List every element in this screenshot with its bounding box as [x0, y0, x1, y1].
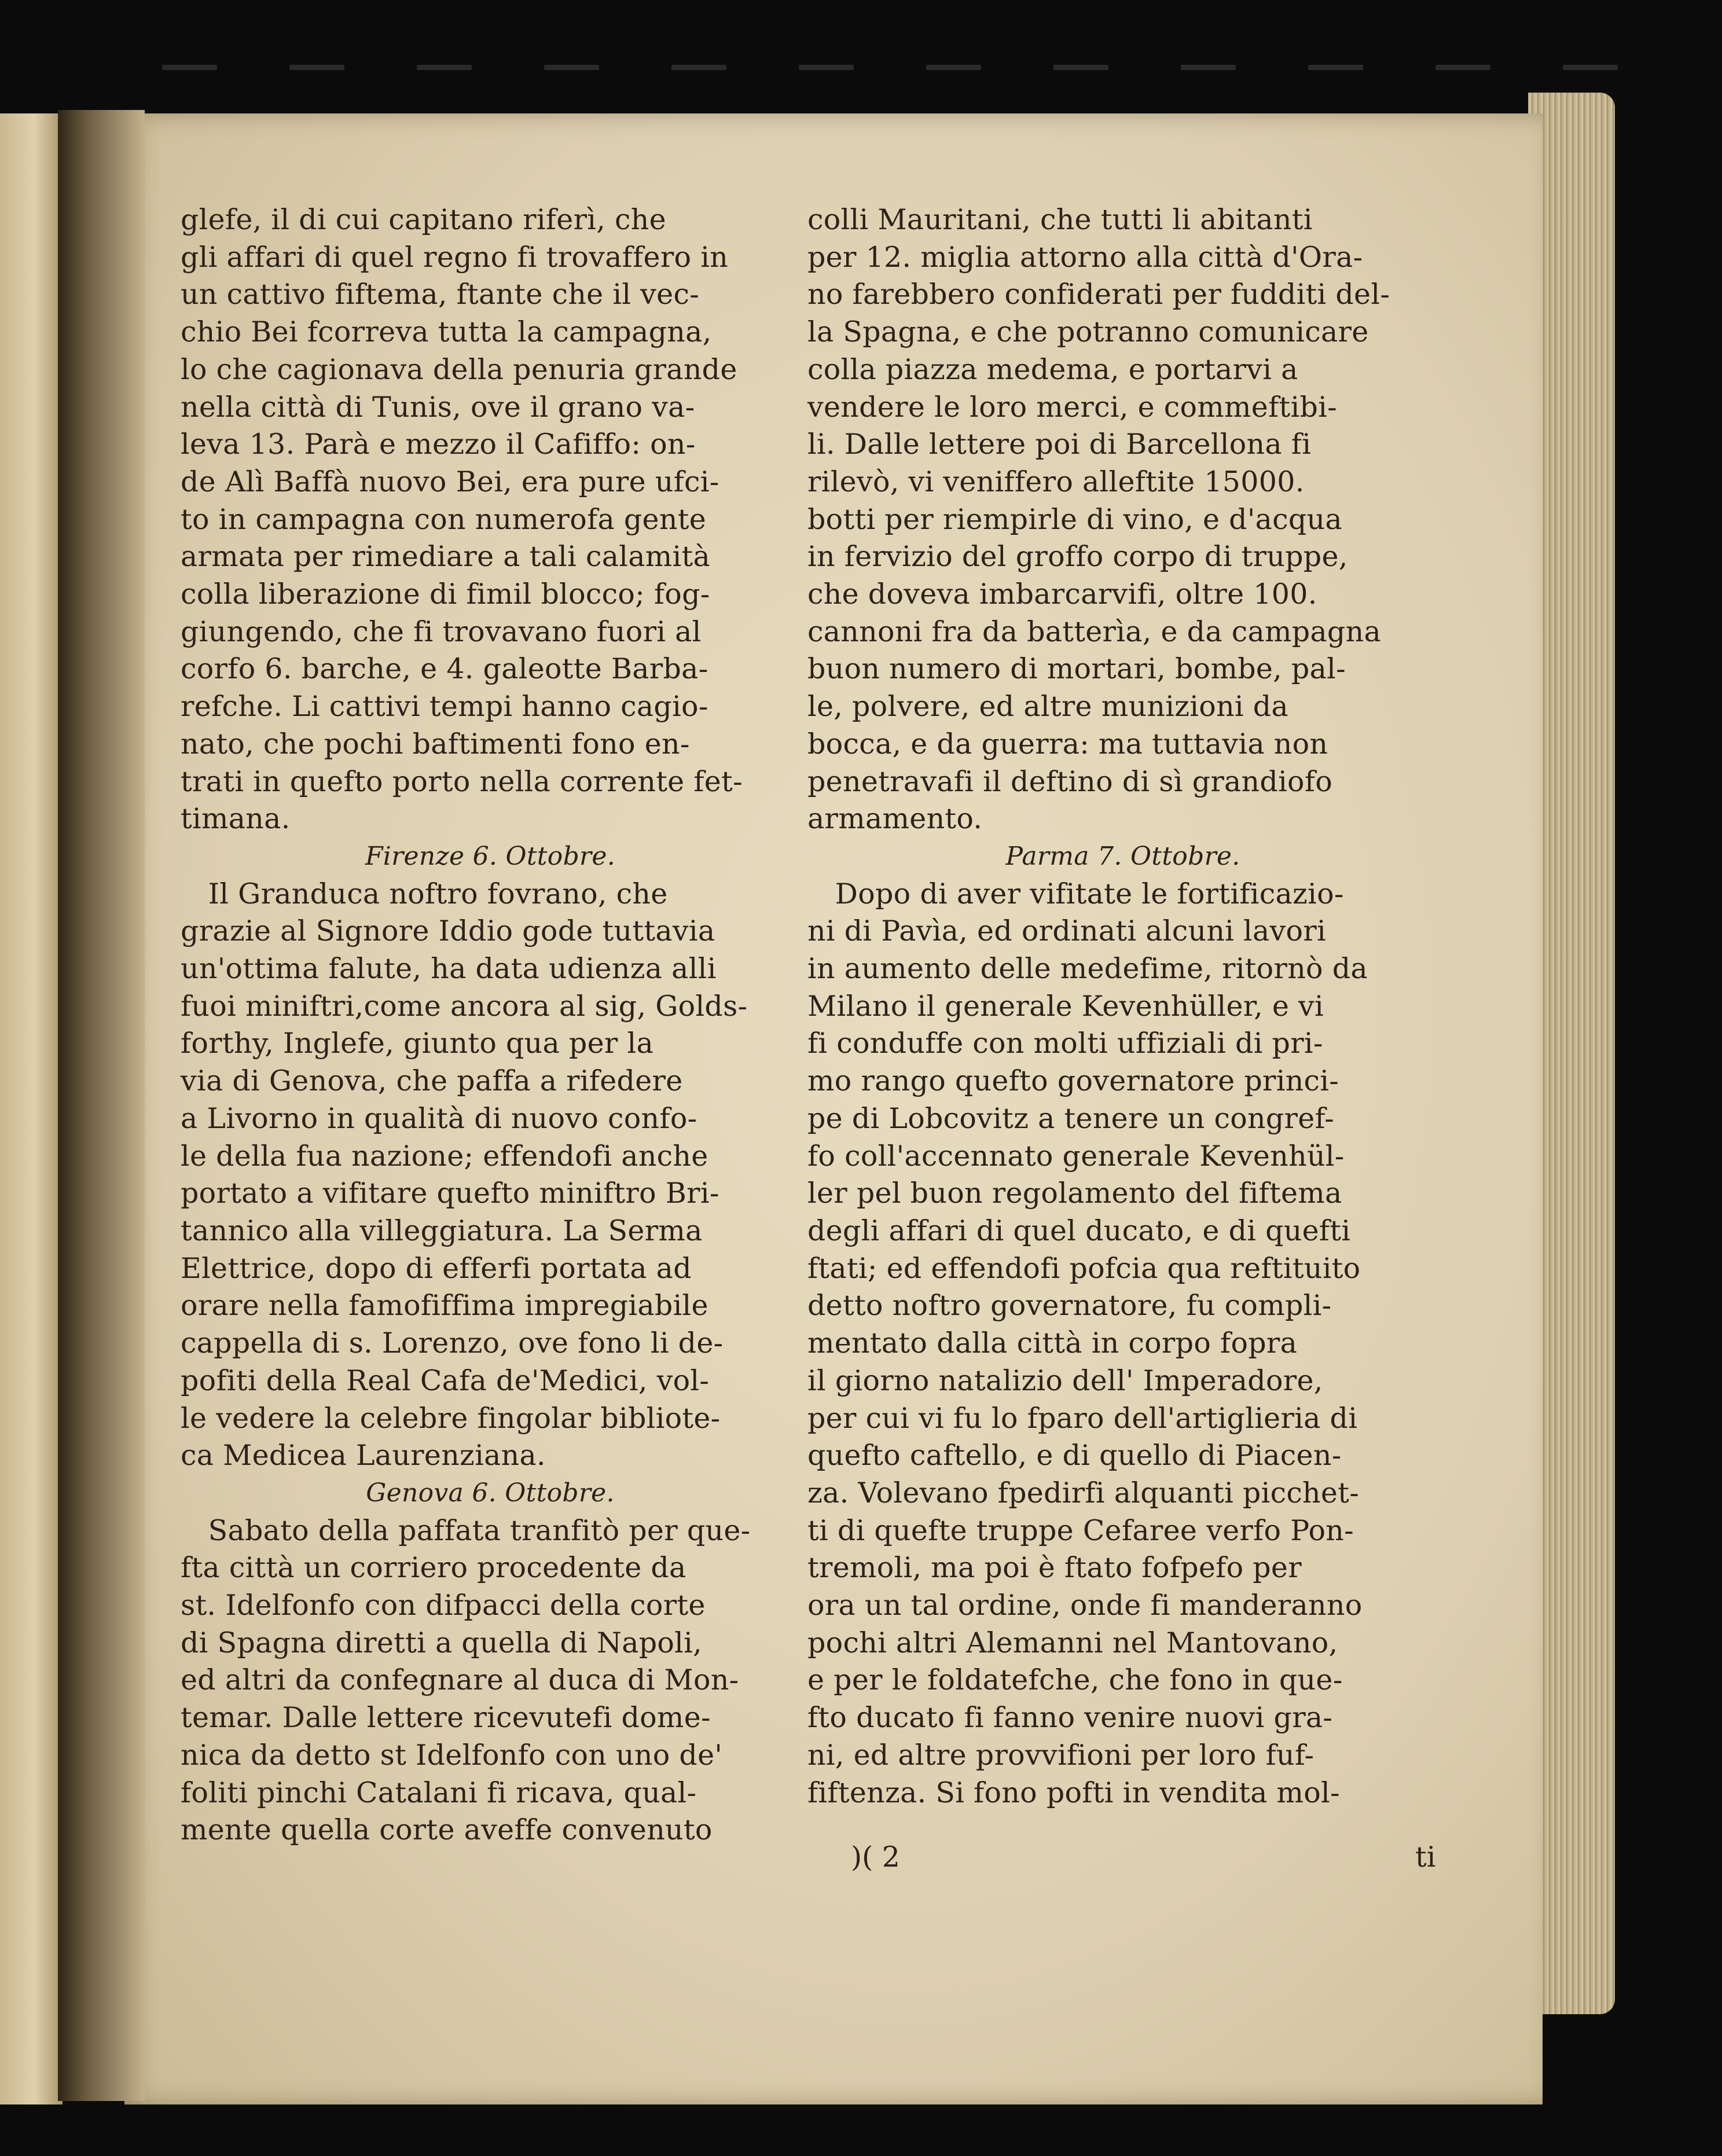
text-line: buon numero di mortari, bombe, pal-	[807, 652, 1346, 686]
text-line: portato a vifitare quefto miniftro Bri-	[181, 1177, 719, 1210]
text-line: quefto caftello, e di quello di Piacen-	[807, 1439, 1342, 1472]
text-line: trati in quefto porto nella corrente fet-	[181, 765, 743, 798]
text-line: tremoli, ma poi è ftato fofpefo per	[807, 1551, 1302, 1585]
text-line: armata per rimediare a tali calamità	[181, 540, 710, 574]
text-line: st. Idelfonfo con difpacci della corte	[181, 1589, 706, 1622]
text-line: ftati; ed effendofi pofcia qua reftituito	[807, 1251, 1361, 1285]
text-line: glefe, il di cui capitano riferì, che	[181, 203, 666, 236]
text-line: li. Dalle lettere poi di Barcellona fi	[807, 428, 1312, 461]
text-line: in aumento delle medefime, ritornò da	[807, 952, 1368, 986]
text-line: Elettrice, dopo di efferfi portata ad	[181, 1251, 692, 1285]
text-line: ni, ed altre provvifioni per loro fuf-	[807, 1738, 1315, 1772]
text-line: bocca, e da guerra: ma tuttavia non	[807, 727, 1328, 761]
facing-page-edge	[0, 113, 63, 2104]
text-line: tannico alla villeggiatura. La Serma	[181, 1214, 703, 1247]
text-line: Milano il generale Kevenhüller, e vi	[807, 989, 1324, 1023]
text-line: colli Mauritani, che tutti li abitanti	[807, 203, 1313, 236]
text-line: de Alì Baffà nuovo Bei, era pure ufci-	[181, 465, 719, 498]
text-line: ed altri da confegnare al duca di Mon-	[181, 1663, 739, 1697]
text-line: orare nella famofiffima impregiabile	[181, 1289, 708, 1323]
text-line: colla liberazione di fimil blocco; fog-	[181, 578, 710, 611]
text-line: gli affari di quel regno fi trovaffero in	[181, 240, 729, 274]
catchword: ti	[1415, 1841, 1436, 1874]
text-line: foliti pinchi Catalani fi ricava, qual-	[181, 1776, 697, 1809]
text-line: pochi altri Alemanni nel Mantovano,	[807, 1626, 1338, 1659]
text-line: fta città un corriero procedente da	[181, 1551, 686, 1585]
text-line: cappella di s. Lorenzo, ove fono li de-	[181, 1327, 724, 1360]
top-rule-4	[544, 65, 599, 70]
text-line: ca Medicea Laurenziana.	[181, 1439, 546, 1472]
text-line: forthy, Inglefe, giunto qua per la	[181, 1027, 653, 1060]
text-line: in fervizio del groffo corpo di truppe,	[807, 540, 1348, 574]
text-line: le, polvere, ed altre munizioni da	[807, 690, 1288, 723]
text-line: no farebbero confiderati per fudditi del-	[807, 278, 1390, 311]
top-rule-5	[671, 65, 726, 70]
left-text-column	[181, 201, 800, 1849]
text-line: le vedere la celebre fingolar bibliote-	[181, 1401, 721, 1435]
text-line: ora un tal ordine, onde fi manderanno	[807, 1589, 1363, 1622]
text-line: a Livorno in qualità di nuovo confo-	[181, 1101, 697, 1135]
top-rule-2	[289, 65, 344, 70]
text-line: refche. Li cattivi tempi hanno cagio-	[181, 690, 708, 723]
text-line: vendere le loro merci, e commeftibi-	[807, 390, 1338, 424]
text-line: un cattivo fiftema, ftante che il vec-	[181, 278, 700, 311]
text-line: fto ducato fi fanno venire nuovi gra-	[807, 1701, 1333, 1735]
text-line: ler pel buon regolamento del fiftema	[807, 1177, 1342, 1210]
text-line: di Spagna diretti a quella di Napoli,	[181, 1626, 702, 1659]
text-line: chio Bei fcorreva tutta la campagna,	[181, 315, 712, 349]
dateline-heading: Genova 6. Ottobre.	[366, 1478, 615, 1508]
text-line: cannoni fra da batterìa, e da campagna	[807, 615, 1381, 648]
text-line: pe di Lobcovitz a tenere un congref-	[807, 1101, 1335, 1135]
text-line: lo che cagionava della penuria grande	[181, 352, 737, 386]
top-rule-12	[1563, 65, 1618, 70]
text-line: mentato dalla città in corpo fopra	[807, 1327, 1298, 1360]
text-line: colla piazza medema, e portarvi a	[807, 352, 1298, 386]
text-line: mente quella corte aveffe convenuto	[181, 1813, 713, 1847]
text-line: ti di quefte truppe Cefaree verfo Pon-	[807, 1514, 1354, 1547]
text-line: armamento.	[807, 802, 983, 836]
text-line: botti per riempirle di vino, e d'acqua	[807, 502, 1342, 536]
text-line: ni di Pavìa, ed ordinati alcuni lavori	[807, 914, 1326, 948]
text-line: via di Genova, che paffa a rifedere	[181, 1064, 683, 1098]
text-line: giungendo, che fi trovavano fuori al	[181, 615, 702, 648]
text-line: il giorno natalizio dell' Imperadore,	[807, 1364, 1323, 1397]
text-line: e per le foldatefche, che fono in que-	[807, 1663, 1343, 1697]
text-line: timana.	[181, 802, 291, 836]
text-line: fiftenza. Si fono pofti in vendita mol-	[807, 1776, 1340, 1809]
top-rule-7	[926, 65, 981, 70]
book-gutter	[58, 110, 145, 2101]
text-line: degli affari di quel ducato, e di quefti	[807, 1214, 1351, 1247]
text-line: Sabato della paffata tranfitò per que-	[181, 1514, 751, 1547]
top-rule-1	[162, 65, 217, 70]
text-line: la Spagna, e che potranno comunicare	[807, 315, 1369, 349]
text-line: un'ottima falute, ha data udienza alli	[181, 952, 717, 986]
text-line: nella città di Tunis, ove il grano va-	[181, 390, 695, 424]
text-line: nica da detto st Idelfonfo con uno de'	[181, 1738, 723, 1772]
dateline-heading: Firenze 6. Ottobre.	[365, 841, 616, 871]
text-line: za. Volevano fpedirfi alquanti picchet-	[807, 1476, 1360, 1509]
text-line: le della fua nazione; effendofi anche	[181, 1139, 708, 1173]
right-text-column	[807, 201, 1438, 1812]
text-line: fo coll'accennato generale Kevenhül-	[807, 1139, 1345, 1173]
text-line: Il Granduca noftro fovrano, che	[181, 877, 668, 910]
text-line: temar. Dalle lettere ricevutefi dome-	[181, 1701, 711, 1735]
text-line: leva 13. Parà e mezzo il Cafiffo: on-	[181, 428, 696, 461]
dateline-heading: Parma 7. Ottobre.	[1005, 841, 1240, 871]
text-line: nato, che pochi baftimenti fono en-	[181, 727, 690, 761]
top-rule-6	[799, 65, 854, 70]
text-line: fi conduffe con molti uffiziali di pri-	[807, 1027, 1323, 1060]
text-line: che doveva imbarcarvifi, oltre 100.	[807, 578, 1317, 611]
text-line: penetravafi il deftino di sì grandiofo	[807, 765, 1333, 798]
text-line: fuoi miniftri,come ancora al sig, Golds-	[181, 989, 748, 1023]
signature-mark: )( 2	[851, 1841, 900, 1874]
text-line: rilevò, vi veniffero alleftite 15000.	[807, 465, 1305, 498]
text-line: per cui vi fu lo fparo dell'artiglieria di	[807, 1401, 1358, 1435]
text-line: pofiti della Real Cafa de'Medici, vol-	[181, 1364, 710, 1397]
top-rule-11	[1435, 65, 1490, 70]
text-line: per 12. miglia attorno alla città d'Ora-	[807, 240, 1363, 274]
text-line: to in campagna con numerofa gente	[181, 502, 707, 536]
top-rule-10	[1308, 65, 1363, 70]
top-rule-3	[417, 65, 472, 70]
top-rule-8	[1053, 65, 1108, 70]
top-rule-9	[1181, 65, 1236, 70]
text-line: grazie al Signore Iddio gode tuttavia	[181, 914, 715, 948]
text-line: detto noftro governatore, fu compli-	[807, 1289, 1332, 1323]
text-line: mo rango quefto governatore princi-	[807, 1064, 1339, 1098]
text-line: corfo 6. barche, e 4. galeotte Barba-	[181, 652, 708, 686]
text-line: Dopo di aver vifitate le fortificazio-	[807, 877, 1344, 910]
